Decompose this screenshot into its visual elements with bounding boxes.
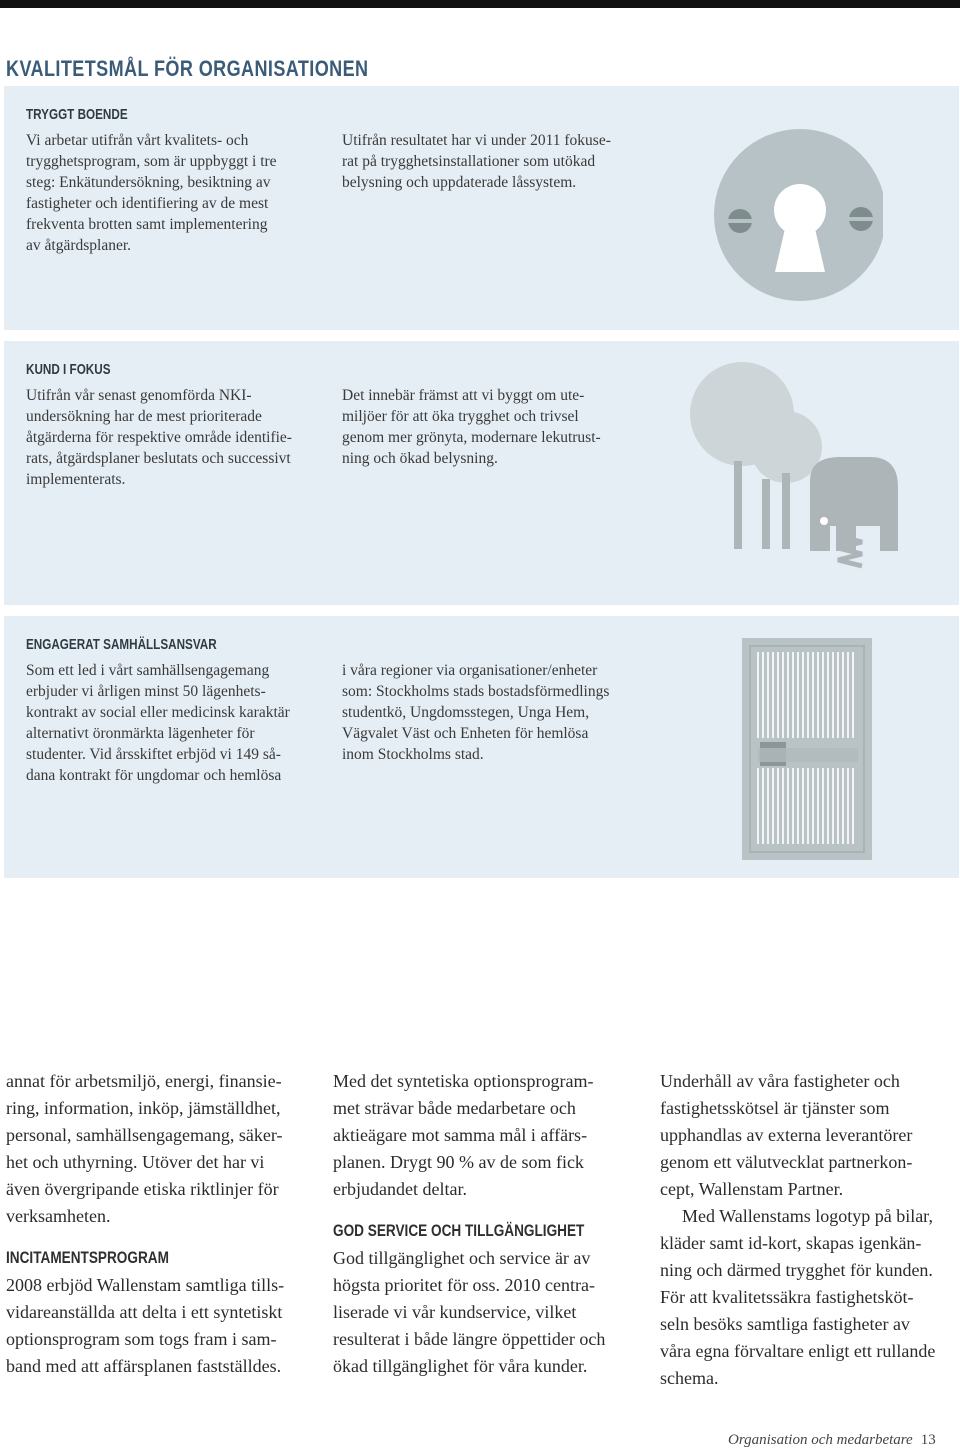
column-3-text-2: Med Wallenstams logotyp på bilar, kläder samt id-kort, skapas igenkän- ning och därmed trygghet för kunden. För att kvalitetssäkra fastighetsköt- seln besöks samtliga fastigheter av våra egna förvaltare enligt ett rullande schema.: [660, 1206, 936, 1388]
section-title: KUND I FOKUS: [26, 361, 111, 378]
section-kund-i-fokus: [4, 341, 959, 605]
section-left-text: Som ett led i vårt samhällsengagemang erbjuder vi årligen minst 50 lägenhets- kontrakt av social eller medicinsk karaktär alternativt öronmärkta lägenheter för studenter. Vid årsskiftet erbjöd vi 149 så- dana kontrakt för ungdomar och hemlösa: [26, 662, 290, 784]
section-tryggt-boende: [4, 86, 959, 330]
section-engagerat-samhallsansvar: [4, 616, 959, 878]
footer-title: Organisation och medarbetare: [728, 1432, 913, 1448]
service-heading: GOD SERVICE OCH TILLGÄNGLIGHET: [333, 1221, 585, 1240]
playground-illustration: [680, 361, 910, 576]
column-1-text: annat för arbetsmiljö, energi, finansie- ring, information, inköp, jämställdhet, personal, samhällsengagemang, säker- het och uthyrning. Utöver det har vi även övergripande etiska riktlinjer för verksamheten.: [6, 1071, 283, 1226]
incitament-heading: INCITAMENTSPROGRAM: [6, 1248, 169, 1267]
column-2-text: Med det syntetiska optionsprogram- met strävar både medarbetare och aktieägare mot samma mål i affärs- planen. Drygt 90 % av de som fick erbjudandet deltar.: [333, 1071, 594, 1199]
section-title: ENGAGERAT SAMHÄLLSANSVAR: [26, 636, 217, 653]
column-3-text: Underhåll av våra fastigheter och fastighetsskötsel är tjänster som upphandlas av externa leverantörer genom ett välutvecklat partnerkon- cept, Wallenstam Partner.: [660, 1071, 913, 1199]
column-2-text-2: God tillgänglighet och service är av högsta prioritet för oss. 2010 centra- liserade vi vår kundservice, vilket resulterat i både längre öppettider och ökad tillgänglighet för våra kunder.: [333, 1248, 606, 1376]
top-rule: [0, 0, 960, 8]
keyhole-illustration: [713, 120, 883, 310]
column-3: [660, 1068, 960, 1392]
section-right-text: Det innebär främst att vi byggt om ute- miljöer för att öka trygghet och trivsel genom mer grönyta, modernare lekutrust- ning och ökad belysning.: [342, 387, 601, 467]
section-title: TRYGGT BOENDE: [26, 106, 128, 123]
section-right-text: Utifrån resultatet har vi under 2011 fokuse- rat på trygghetsinstallationer som utökad belysning och uppdaterade låssystem.: [342, 132, 611, 191]
section-right-text: i våra regioner via organisationer/enheter som: Stockholms stads bostadsförmedlings studentkö, Ungdomsstegen, Unga Hem, Vägvalet Väst och Enheten för hemlösa inom Stockholms stad.: [342, 662, 610, 763]
section-left-text: Utifrån vår senast genomförda NKI- undersökning har de mest prioriterade åtgärderna för respektive område identifie- rats, åtgärdsplaner beslutats och successivt implementerats.: [26, 387, 292, 488]
page-number: 13: [920, 1432, 936, 1448]
column-1-text-2: 2008 erbjöd Wallenstam samtliga tills- vidareanställda att delta i ett syntetiskt optionsprogram som togs fram i sam- band med att affärsplanen fastställdes.: [6, 1275, 285, 1376]
page-footer: [728, 1432, 936, 1449]
page-heading: KVALITETSMÅL FÖR ORGANISATIONEN: [6, 56, 369, 81]
section-left-text: Vi arbetar utifrån vårt kvalitets- och trygghetsprogram, som är uppbyggt i tre steg: Enkätundersökning, besiktning av fastigheter och identifiering av de mest frekventa brotten samt implementering av åtgärdsplaner.: [26, 132, 277, 254]
column-2: [333, 1068, 629, 1380]
door-illustration: [742, 638, 872, 860]
column-1: [6, 1068, 302, 1380]
